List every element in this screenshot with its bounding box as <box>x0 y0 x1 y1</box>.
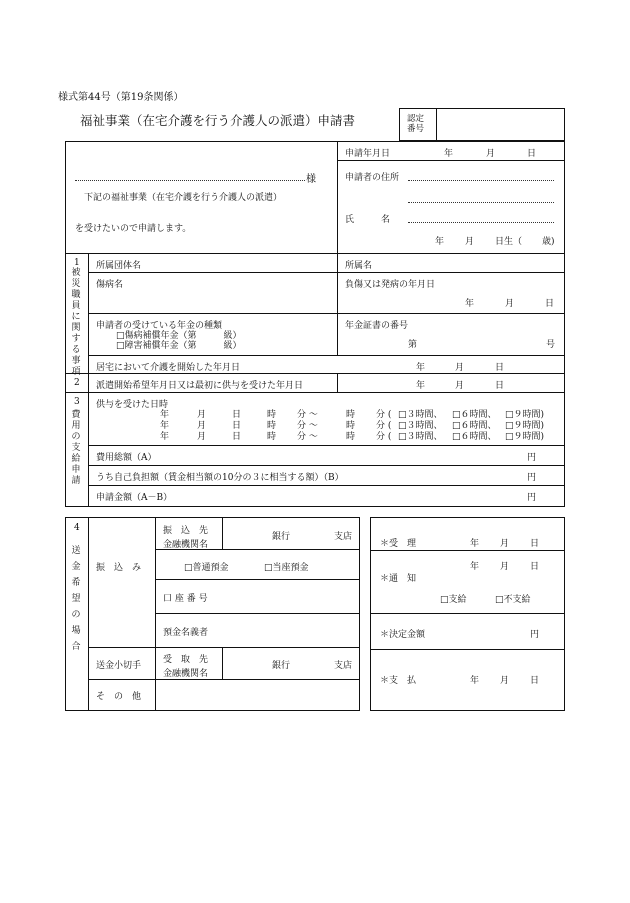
hours-option-checkbox[interactable]: □ ９時間) <box>505 407 544 420</box>
time-unit-label: 分 〜 <box>297 421 318 431</box>
decided-amount-yen: 円 <box>530 630 540 640</box>
total-cost-label: 費用総額（A） <box>96 453 157 463</box>
time-unit-label: 年 <box>160 410 170 420</box>
section2-number: 2 <box>74 378 80 388</box>
time-unit-label: 年 <box>160 432 170 442</box>
time-unit-label: 月 <box>197 410 207 420</box>
header-text-1: 下記の福祉事業（在宅介護を行う介護人の派遣） <box>84 193 283 203</box>
hours-option-checkbox[interactable]: □ ９時間) <box>505 418 544 431</box>
care-month-unit: 月 <box>455 363 465 373</box>
app-year-unit: 年 <box>444 149 454 159</box>
page-title: 福祉事業（在宅介護を行う介護人の派遣）申請書 <box>80 113 356 128</box>
care-start-label: 居宅において介護を開始した年月日 <box>96 363 241 373</box>
receipt-day-unit: 日 <box>530 539 540 549</box>
deposit-normal-checkbox[interactable]: □ 普通預金 <box>184 560 229 573</box>
check-bank-label-2: 金融機関名 <box>163 669 209 679</box>
payment-day-unit: 日 <box>530 676 540 686</box>
time-unit-label: 分 〜 <box>297 410 318 420</box>
injury-day-unit: 日 <box>545 299 555 309</box>
disease-label: 傷病名 <box>96 280 124 290</box>
notice-day-unit: 日 <box>530 562 540 572</box>
time-unit-label: 分 ( <box>376 410 392 420</box>
payment-label: ＊支 払 <box>380 676 417 686</box>
section1-number: 1 <box>74 258 80 268</box>
receipt-year-unit: 年 <box>470 539 480 549</box>
deposit-current-checkbox[interactable]: □ 当座預金 <box>264 560 309 573</box>
time-unit-label: 年 <box>160 421 170 431</box>
app-day-unit: 日 <box>527 149 537 159</box>
section4-number: 4 <box>74 523 80 533</box>
transfer-bank-label-2: 金融機関名 <box>163 540 209 550</box>
care-day-unit: 日 <box>495 363 505 373</box>
pension-cert-label: 年金証書の番号 <box>345 321 409 331</box>
care-year-unit: 年 <box>416 363 426 373</box>
provided-datetime-label: 供与を受けた日時 <box>96 400 169 410</box>
notice-month-unit: 月 <box>500 562 510 572</box>
hours-option-checkbox[interactable]: □ ９時間) <box>505 429 544 442</box>
pension-option-2[interactable]: □ 障害補償年金（第 級） <box>116 338 242 351</box>
transfer-label: 振 込 み <box>96 563 142 573</box>
transfer-bank-word: 銀行 <box>272 532 291 542</box>
self-pay-label: うち自己負担額（賃金相当額の10分の３に相当する額）（B） <box>96 473 344 483</box>
org-name-label: 所属団体名 <box>96 261 142 271</box>
application-date-label: 申請年月日 <box>345 149 391 159</box>
transfer-bank-label-1: 振 込 先 <box>163 526 209 536</box>
birth-month-unit: 月 <box>465 237 475 247</box>
time-unit-label: 分 〜 <box>297 432 318 442</box>
address-field[interactable] <box>408 180 554 181</box>
self-pay-yen: 円 <box>527 473 537 483</box>
cert-number-label: 認定 番号 <box>407 114 425 134</box>
pension-option-1[interactable]: □ 傷病補償年金（第 級） <box>116 328 242 341</box>
dispatch-date-label: 派遣開始希望年月日又は最初に供与を受けた年月日 <box>96 381 304 391</box>
name-field[interactable] <box>408 222 554 223</box>
notice-year-unit: 年 <box>470 562 480 572</box>
name-label: 氏 名 <box>345 215 391 225</box>
section3-number: 3 <box>74 397 80 407</box>
time-unit-label: 時 <box>267 421 277 431</box>
dispatch-month-unit: 月 <box>455 381 465 391</box>
section4-title: 送 金 希 望 の 場 合 <box>71 546 81 652</box>
notice-label: ＊通 知 <box>380 574 417 584</box>
check-bank-label-1: 受 取 先 <box>163 655 209 665</box>
form-number: 様式第44号（第19条関係） <box>58 92 184 103</box>
check-bank-word: 銀行 <box>272 661 291 671</box>
injury-date-label: 負傷又は発病の年月日 <box>345 280 436 290</box>
hours-option-checkbox[interactable]: □ ６時間、 <box>452 407 497 420</box>
birth-year-unit: 年 <box>435 237 445 247</box>
check-label: 送金小切手 <box>96 661 142 671</box>
time-unit-label: 日 <box>232 410 242 420</box>
pension-cert-go: 号 <box>546 340 556 350</box>
payment-year-unit: 年 <box>470 676 480 686</box>
time-unit-label: 分 ( <box>376 421 392 431</box>
time-unit-label: 日 <box>232 432 242 442</box>
remittance-table <box>65 517 360 711</box>
dispatch-day-unit: 日 <box>495 381 505 391</box>
transfer-branch-word: 支店 <box>334 532 353 542</box>
hours-option-checkbox[interactable]: □ ３時間、 <box>398 407 443 420</box>
pension-type-label: 申請者の受けている年金の種類 <box>96 321 223 331</box>
time-unit-label: 月 <box>197 432 207 442</box>
dispatch-year-unit: 年 <box>416 381 426 391</box>
app-month-unit: 月 <box>486 149 496 159</box>
hours-option-checkbox[interactable]: □ ６時間、 <box>452 429 497 442</box>
account-number-label: 口 座 番 号 <box>163 594 208 604</box>
claim-amount-yen: 円 <box>527 493 537 503</box>
pension-cert-dai: 第 <box>408 340 418 350</box>
claim-amount-label: 申請金額（A－B） <box>96 493 173 503</box>
hours-option-checkbox[interactable]: □ ３時間、 <box>398 418 443 431</box>
address-label: 申請者の住所 <box>345 173 400 183</box>
dept-name-label: 所属名 <box>345 261 373 271</box>
time-unit-label: 月 <box>197 421 207 431</box>
hours-option-checkbox[interactable]: □ ３時間、 <box>398 429 443 442</box>
other-label: そ の 他 <box>96 692 142 702</box>
check-branch-word: 支店 <box>334 661 353 671</box>
time-unit-label: 分 ( <box>376 432 392 442</box>
time-unit-label: 時 <box>346 410 356 420</box>
header-text-2: を受けたいので申請します。 <box>75 224 192 234</box>
injury-month-unit: 月 <box>505 299 515 309</box>
receipt-label: ＊受 理 <box>380 539 417 549</box>
pay-no-checkbox[interactable]: □ 不支給 <box>495 592 531 605</box>
time-unit-label: 時 <box>346 421 356 431</box>
birth-age-unit: 歳) <box>542 237 555 247</box>
pay-yes-checkbox[interactable]: □ 支給 <box>440 592 467 605</box>
time-unit-label: 時 <box>267 432 277 442</box>
section3-title: 費 用 の 支 給 申 請 <box>71 410 81 486</box>
time-unit-label: 日 <box>232 421 242 431</box>
account-holder-label: 預金名義者 <box>163 628 209 638</box>
decided-amount-label: ＊決定金額 <box>380 630 426 640</box>
birth-day-unit: 日生（ <box>495 237 523 247</box>
injury-year-unit: 年 <box>465 299 475 309</box>
total-cost-yen: 円 <box>527 453 537 463</box>
section1-title: 被 災 職 員 に 関 す る 事 項 <box>71 268 81 377</box>
hours-option-checkbox[interactable]: □ ６時間、 <box>452 418 497 431</box>
time-unit-label: 時 <box>267 410 277 420</box>
sama-suffix: 様 <box>306 174 316 185</box>
payment-month-unit: 月 <box>500 676 510 686</box>
receipt-month-unit: 月 <box>500 539 510 549</box>
time-unit-label: 時 <box>346 432 356 442</box>
